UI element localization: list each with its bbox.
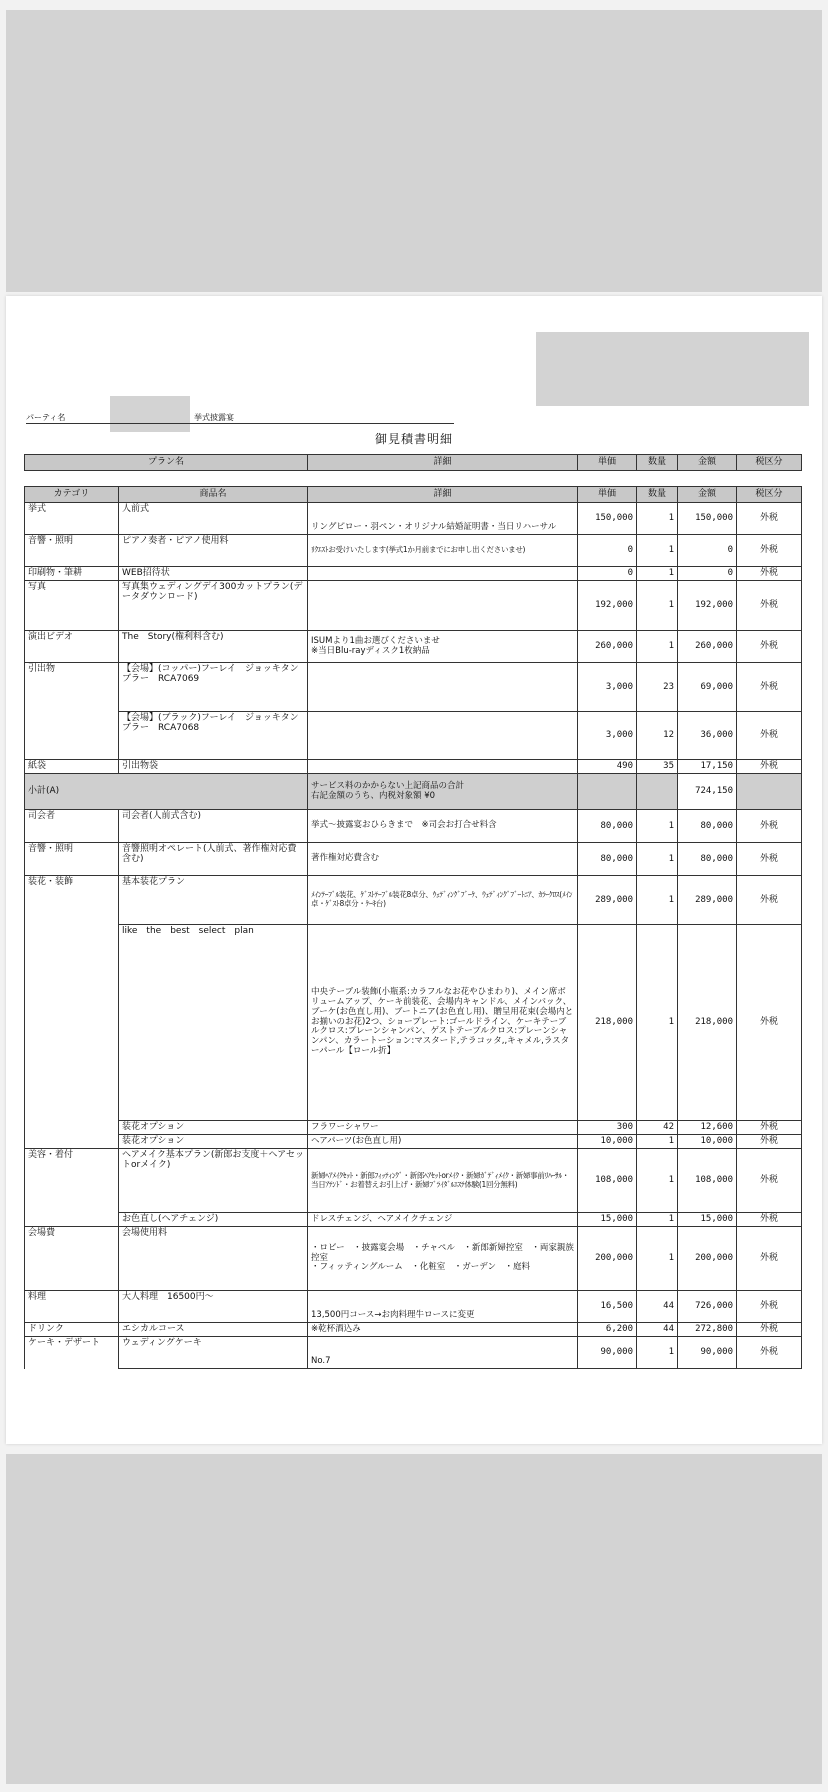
cell-qty: 1 — [637, 503, 678, 535]
cell-tax: 外税 — [737, 760, 802, 774]
subtotal-row — [25, 774, 802, 810]
subtotal-amount: 724,150 — [678, 774, 737, 810]
cell-qty: 1 — [637, 1149, 678, 1213]
document-title: 御見積書明細 — [374, 432, 453, 446]
cell-detail — [308, 581, 578, 631]
cell-product: ヘアメイク基本プラン(新郎お支度＋ヘアセットorメイク) — [119, 1149, 308, 1213]
cell-qty: 1 — [637, 1227, 678, 1291]
table-row — [25, 503, 802, 535]
party-name-row — [26, 396, 456, 424]
cell-category — [25, 1135, 119, 1149]
cell-price: 192,000 — [578, 581, 637, 631]
cell-detail: ・ロビー ・披露宴会場 ・チャペル ・新郎新婦控室 ・両家親族控室 ・フィッティングルーム ・化粧室 ・ガーデン ・庭料 — [308, 1227, 578, 1291]
cell-category — [25, 712, 119, 760]
cell-category: 美容・着付 — [25, 1149, 119, 1213]
table-row — [25, 810, 802, 843]
cell-product: 装花オプション — [119, 1135, 308, 1149]
cell-qty: 35 — [637, 760, 678, 774]
cell-amount: 200,000 — [678, 1227, 737, 1291]
header-category: カテゴリ — [25, 487, 119, 503]
header-product: 商品名 — [119, 487, 308, 503]
cell-detail — [308, 663, 578, 712]
cell-detail — [308, 760, 578, 774]
table-row — [25, 760, 802, 774]
cell-category — [25, 925, 119, 1121]
cell-product: 装花オプション — [119, 1121, 308, 1135]
plan-header-amount: 金額 — [678, 455, 737, 471]
cell-price: 300 — [578, 1121, 637, 1135]
cell-category: 装花・装飾 — [25, 876, 119, 925]
cell-category — [25, 1121, 119, 1135]
table-row — [25, 1337, 802, 1369]
cell-amount: 12,600 — [678, 1121, 737, 1135]
cell-product: 会場使用料 — [119, 1227, 308, 1291]
cell-category: 紙袋 — [25, 760, 119, 774]
party-name-label: パーティ名 — [26, 413, 66, 422]
cell-product: エシカルコース — [119, 1323, 308, 1337]
table-row — [25, 581, 802, 631]
cell-price: 3,000 — [578, 712, 637, 760]
plan-table — [24, 454, 802, 471]
cell-detail: ドレスチェンジ、ヘアメイクチェンジ — [308, 1213, 578, 1227]
table-row — [25, 925, 802, 1121]
cell-detail: フラワーシャワー — [308, 1121, 578, 1135]
cell-tax: 外税 — [737, 663, 802, 712]
cell-price: 0 — [578, 535, 637, 567]
plan-header-price: 単価 — [578, 455, 637, 471]
cell-qty: 1 — [637, 631, 678, 663]
header-qty: 数量 — [637, 487, 678, 503]
cell-qty: 42 — [637, 1121, 678, 1135]
cell-product: 引出物袋 — [119, 760, 308, 774]
cell-price: 108,000 — [578, 1149, 637, 1213]
redacted-party-name — [110, 396, 190, 432]
cell-category: 音響・照明 — [25, 843, 119, 876]
cell-amount: 289,000 — [678, 876, 737, 925]
cell-amount: 272,800 — [678, 1323, 737, 1337]
cell-tax: 外税 — [737, 712, 802, 760]
cell-product: 基本装花プラン — [119, 876, 308, 925]
cell-amount: 192,000 — [678, 581, 737, 631]
plan-header-name: プラン名 — [25, 455, 308, 471]
table-row — [25, 535, 802, 567]
cell-product: 司会者(人前式含む) — [119, 810, 308, 843]
header-detail: 詳細 — [308, 487, 578, 503]
cell-tax: 外税 — [737, 925, 802, 1121]
table-row — [25, 712, 802, 760]
cell-qty: 1 — [637, 810, 678, 843]
cell-tax: 外税 — [737, 1337, 802, 1369]
cell-category: 写真 — [25, 581, 119, 631]
cell-amount: 726,000 — [678, 1291, 737, 1323]
cell-price: 80,000 — [578, 843, 637, 876]
cell-detail: ﾘｸｴｽﾄお受けいたします(挙式1か月前までにお申し出くださいませ) — [308, 535, 578, 567]
cell-category: 司会者 — [25, 810, 119, 843]
cell-category: 挙式 — [25, 503, 119, 535]
cell-tax: 外税 — [737, 843, 802, 876]
cell-amount: 80,000 — [678, 810, 737, 843]
table-row — [25, 1291, 802, 1323]
cell-amount: 150,000 — [678, 503, 737, 535]
cell-detail — [308, 712, 578, 760]
subtotal-label: 小計(A) — [25, 774, 308, 810]
cell-price: 200,000 — [578, 1227, 637, 1291]
cell-detail: 新婦ﾍｱﾒｲｸｾｯﾄ・新郎ﾌｨｯﾃｨﾝｸﾞ・新郎ﾍｱｾｯﾄorﾒｲｸ・新婦ｶﾞﾃﾞｨﾒｲｸ・新婦事前ﾘﾊｰｻﾙ・当日ｱﾃﾝﾄﾞ・お着替えお引上げ・新婦ﾌﾞﾗｲﾀﾞﾙｴｽﾃ体験(1回分無料) — [308, 1149, 578, 1213]
cell-category — [25, 1213, 119, 1227]
cell-amount: 108,000 — [678, 1149, 737, 1213]
cell-tax: 外税 — [737, 503, 802, 535]
cell-product: ピアノ奏者・ピアノ使用料 — [119, 535, 308, 567]
items-table — [24, 486, 802, 1369]
cell-category: ケーキ・デザート — [25, 1337, 119, 1369]
cell-qty: 1 — [637, 581, 678, 631]
cell-price: 80,000 — [578, 810, 637, 843]
cell-qty: 1 — [637, 567, 678, 581]
table-row — [25, 1149, 802, 1213]
subtotal-detail: サービス料のかからない上記商品の合計 右記金額のうち、内税対象額 ¥0 — [308, 774, 578, 810]
cell-tax: 外税 — [737, 1227, 802, 1291]
plan-header-tax: 税区分 — [737, 455, 802, 471]
table-row — [25, 876, 802, 925]
cell-detail: 中央テーブル装飾(小瓶系:カラフルなお花やひまわり)、メイン席ボリュームアップ、ケーキ前装花、会場内キャンドル、メインバック、ブーケ(お色直し用)、ブートニア(お色直し用)、贈呈用花束(会場内とお揃いのお花)2つ、ショープレート:ゴールドライン、ケーキテーブルクロス:プレーンシャンパン、ゲストテーブルクロス:プレーンシャンパン、カラートーション:マスタード,テラコッタ,,キャメル,ラスターパール【ロール折】 — [308, 925, 578, 1121]
cell-price: 218,000 — [578, 925, 637, 1121]
cell-amount: 10,000 — [678, 1135, 737, 1149]
cell-tax: 外税 — [737, 535, 802, 567]
cell-qty: 1 — [637, 925, 678, 1121]
table-row — [25, 843, 802, 876]
header-tax: 税区分 — [737, 487, 802, 503]
table-row — [25, 1323, 802, 1337]
cell-price: 6,200 — [578, 1323, 637, 1337]
table-row — [25, 631, 802, 663]
table-row — [25, 567, 802, 581]
cell-detail: 著作権対応費含む — [308, 843, 578, 876]
cell-price: 289,000 — [578, 876, 637, 925]
cell-amount: 69,000 — [678, 663, 737, 712]
cell-product: 写真集ウェディングデイ300カットプラン(データダウンロード) — [119, 581, 308, 631]
cell-amount: 15,000 — [678, 1213, 737, 1227]
cell-price: 3,000 — [578, 663, 637, 712]
cell-qty: 1 — [637, 1337, 678, 1369]
cell-qty: 1 — [637, 1213, 678, 1227]
cell-qty: 44 — [637, 1323, 678, 1337]
cell-qty: 1 — [637, 1135, 678, 1149]
cell-category: 引出物 — [25, 663, 119, 712]
cell-detail — [308, 567, 578, 581]
cell-price: 16,500 — [578, 1291, 637, 1323]
cell-category: ドリンク — [25, 1323, 119, 1337]
table-row — [25, 1227, 802, 1291]
cell-category: 音響・照明 — [25, 535, 119, 567]
cell-detail: 13,500円コース→お肉料理牛ロースに変更 — [308, 1291, 578, 1323]
cell-detail: ﾒｲﾝﾃｰﾌﾞﾙ装花、ｹﾞｽﾄﾃｰﾌﾞﾙ装花8卓分、ｳｪﾃﾞｨﾝｸﾞﾌﾞｰｹ、ｳｪﾃﾞｨﾝｸﾞﾌﾞｰﾄﾆｱ、ｶﾗｰｸﾛｽ(ﾒｲﾝ卓・ｹﾞｽﾄ8卓分・ｹｰｷ台) — [308, 876, 578, 925]
cell-product: 【会場】(コッパー)フーレイ ジョッキタンブラー RCA7069 — [119, 663, 308, 712]
cell-product: 人前式 — [119, 503, 308, 535]
cell-detail: ヘアパーツ(お色直し用) — [308, 1135, 578, 1149]
redacted-region-bottom — [6, 1454, 822, 1784]
cell-detail: No.7 — [308, 1337, 578, 1369]
header-price: 単価 — [578, 487, 637, 503]
cell-qty: 44 — [637, 1291, 678, 1323]
cell-qty: 1 — [637, 843, 678, 876]
cell-category: 会場費 — [25, 1227, 119, 1291]
cell-tax: 外税 — [737, 631, 802, 663]
header-amount: 金額 — [678, 487, 737, 503]
underline — [26, 423, 454, 424]
cell-amount: 17,150 — [678, 760, 737, 774]
cell-price: 10,000 — [578, 1135, 637, 1149]
cell-qty: 12 — [637, 712, 678, 760]
estimate-document — [6, 296, 822, 1444]
cell-tax: 外税 — [737, 1121, 802, 1135]
cell-product: ウェディングケーキ — [119, 1337, 308, 1369]
cell-tax: 外税 — [737, 1213, 802, 1227]
cell-tax: 外税 — [737, 567, 802, 581]
cell-category: 演出ビデオ — [25, 631, 119, 663]
cell-price: 0 — [578, 567, 637, 581]
cell-product: WEB招待状 — [119, 567, 308, 581]
cell-tax: 外税 — [737, 1135, 802, 1149]
cell-amount: 36,000 — [678, 712, 737, 760]
cell-tax: 外税 — [737, 1291, 802, 1323]
cell-amount: 80,000 — [678, 843, 737, 876]
cell-price: 15,000 — [578, 1213, 637, 1227]
cell-tax: 外税 — [737, 1149, 802, 1213]
cell-tax: 外税 — [737, 810, 802, 843]
plan-header-detail: 詳細 — [308, 455, 578, 471]
table-row — [25, 1213, 802, 1227]
cell-qty: 23 — [637, 663, 678, 712]
cell-product: 音響照明オペレート(人前式、著作権対応費含む) — [119, 843, 308, 876]
cell-product: like the best select plan — [119, 925, 308, 1121]
cell-qty: 1 — [637, 876, 678, 925]
party-type: 挙式披露宴 — [194, 413, 234, 422]
table-row — [25, 1121, 802, 1135]
cell-detail: ※乾杯酒込み — [308, 1323, 578, 1337]
cell-product: お色直し(ヘアチェンジ) — [119, 1213, 308, 1227]
cell-price: 150,000 — [578, 503, 637, 535]
cell-price: 90,000 — [578, 1337, 637, 1369]
redacted-region-top — [6, 10, 822, 292]
cell-price: 260,000 — [578, 631, 637, 663]
cell-tax: 外税 — [737, 1323, 802, 1337]
plan-header-qty: 数量 — [637, 455, 678, 471]
cell-amount: 218,000 — [678, 925, 737, 1121]
redacted-company-box — [536, 332, 809, 406]
cell-amount: 0 — [678, 535, 737, 567]
cell-qty: 1 — [637, 535, 678, 567]
subtotal-price-empty — [578, 774, 637, 810]
cell-category: 料理 — [25, 1291, 119, 1323]
cell-tax: 外税 — [737, 876, 802, 925]
subtotal-qty-empty — [637, 774, 678, 810]
cell-amount: 260,000 — [678, 631, 737, 663]
cell-amount: 90,000 — [678, 1337, 737, 1369]
cell-tax: 外税 — [737, 581, 802, 631]
cell-product: 大人料理 16500円～ — [119, 1291, 308, 1323]
cell-detail: ISUMより1曲お選びくださいませ ※当日Blu-rayディスク1枚納品 — [308, 631, 578, 663]
cell-detail: リングピロー・羽ペン・オリジナル結婚証明書・当日リハーサル — [308, 503, 578, 535]
cell-product: The Story(権利料含む) — [119, 631, 308, 663]
table-row — [25, 1135, 802, 1149]
cell-price: 490 — [578, 760, 637, 774]
table-row — [25, 663, 802, 712]
cell-amount: 0 — [678, 567, 737, 581]
subtotal-tax-empty — [737, 774, 802, 810]
cell-category: 印刷物・筆耕 — [25, 567, 119, 581]
cell-detail: 挙式～披露宴おひらきまで ※司会お打合せ料含 — [308, 810, 578, 843]
cell-product: 【会場】(ブラック)フーレイ ジョッキタンブラー RCA7068 — [119, 712, 308, 760]
